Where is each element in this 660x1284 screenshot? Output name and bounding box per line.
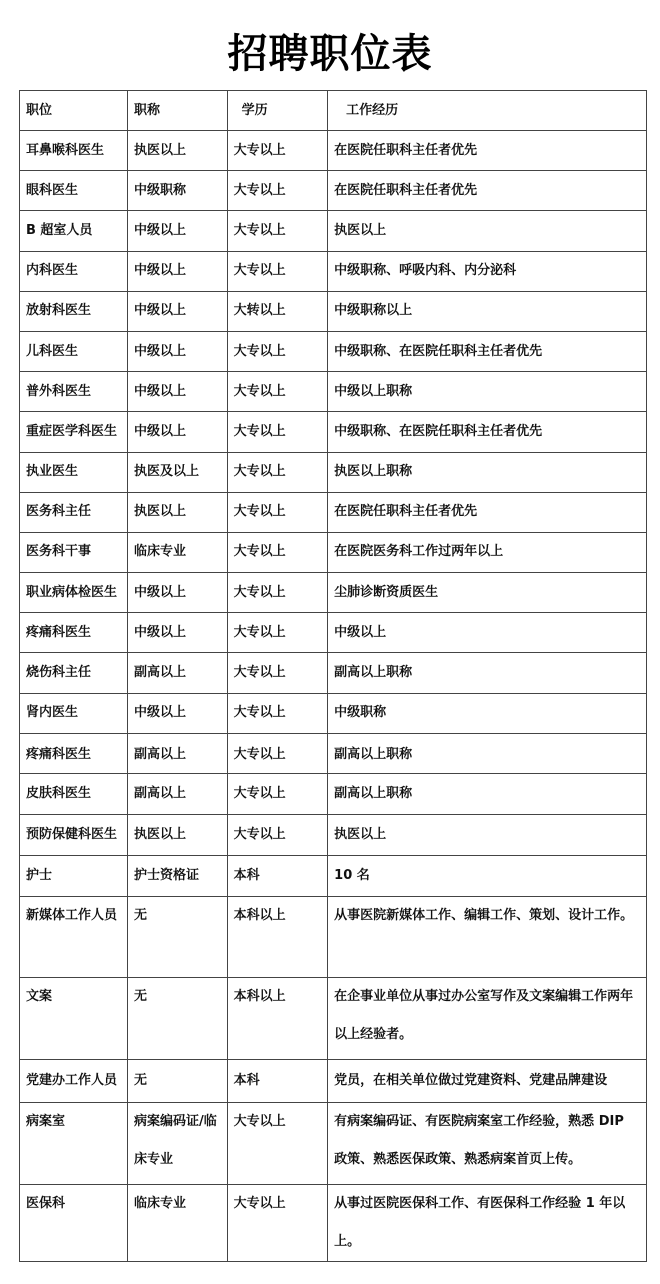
cell-title: 中级职称 (128, 171, 228, 211)
cell-title: 执医以上 (128, 815, 228, 856)
cell-experience: 副高以上职称 (328, 774, 647, 815)
cell-education: 大专以上 (227, 733, 328, 775)
cell-experience: 中级职称、在医院任职科主任者优先 (328, 412, 647, 452)
cell-experience: 中级以上 (328, 613, 647, 653)
cell-education: 大专以上 (227, 613, 328, 653)
cell-position: 烧伤科主任 (20, 653, 128, 693)
table-row (20, 733, 647, 775)
cell-title: 中级以上 (128, 251, 228, 291)
table-row (20, 171, 647, 211)
cell-title: 无 (128, 978, 228, 1060)
cell-position: 内科医生 (20, 251, 128, 291)
cell-experience: 中级职称、呼吸内科、内分泌科 (328, 251, 647, 291)
cell-position: 新媒体工作人员 (20, 897, 128, 978)
cell-experience: 从事过医院医保科工作、有医保科工作经验 1 年以上。 (328, 1185, 647, 1262)
table-row (20, 897, 647, 978)
table-header-row (20, 91, 647, 131)
cell-title: 副高以上 (128, 733, 228, 775)
page-title: 招聘职位表 (227, 31, 433, 77)
cell-position: 职业病体检医生 (20, 573, 128, 613)
table-row (20, 815, 647, 856)
cell-position: 普外科医生 (20, 372, 128, 412)
table-row (20, 532, 647, 572)
cell-title: 中级以上 (128, 573, 228, 613)
table-row (20, 412, 647, 452)
cell-experience: 尘肺诊断资质医生 (328, 573, 647, 613)
cell-title: 病案编码证/临床专业 (128, 1103, 228, 1185)
cell-education: 大专以上 (227, 693, 328, 733)
table-row (20, 1185, 647, 1262)
table-row (20, 452, 647, 492)
cell-title: 护士资格证 (128, 856, 228, 897)
table-row (20, 693, 647, 733)
table-row (20, 653, 647, 693)
cell-title: 中级以上 (128, 211, 228, 251)
table-row (20, 856, 647, 897)
cell-education: 大专以上 (227, 251, 328, 291)
cell-experience: 10 名 (328, 856, 647, 897)
cell-title: 中级以上 (128, 291, 228, 331)
cell-education: 大专以上 (227, 532, 328, 572)
table-row (20, 978, 647, 1060)
cell-position: 执业医生 (20, 452, 128, 492)
cell-experience: 执医以上 (328, 211, 647, 251)
job-table-part2 (19, 773, 647, 1262)
cell-title: 临床专业 (128, 1185, 228, 1262)
cell-position: 皮肤科医生 (20, 774, 128, 815)
cell-position: 预防保健科医生 (20, 815, 128, 856)
cell-title: 执医以上 (128, 131, 228, 171)
cell-education: 大专以上 (227, 1103, 328, 1185)
header-position: 职位 (20, 91, 128, 131)
cell-position: 病案室 (20, 1103, 128, 1185)
cell-education: 大专以上 (227, 573, 328, 613)
cell-experience: 副高以上职称 (328, 733, 647, 775)
cell-position: 耳鼻喉科医生 (20, 131, 128, 171)
table-row (20, 573, 647, 613)
cell-position: 党建办工作人员 (20, 1060, 128, 1103)
cell-position: 护士 (20, 856, 128, 897)
cell-education: 本科以上 (227, 978, 328, 1060)
cell-experience: 在企事业单位从事过办公室写作及文案编辑工作两年以上经验者。 (328, 978, 647, 1060)
header-education: 学历 (227, 91, 328, 131)
cell-position: 疼痛科医生 (20, 733, 128, 775)
cell-experience: 中级职称、在医院任职科主任者优先 (328, 331, 647, 371)
cell-title: 执医及以上 (128, 452, 228, 492)
table-row (20, 291, 647, 331)
header-experience: 工作经历 (328, 91, 647, 131)
cell-education: 大专以上 (227, 774, 328, 815)
cell-title: 副高以上 (128, 653, 228, 693)
table-row (20, 251, 647, 291)
cell-education: 大专以上 (227, 815, 328, 856)
header-title: 职称 (128, 91, 228, 131)
cell-experience: 党员，在相关单位做过党建资料、党建品牌建设 (328, 1060, 647, 1103)
cell-education: 大专以上 (227, 331, 328, 371)
table-row (20, 613, 647, 653)
cell-position: 眼科医生 (20, 171, 128, 211)
cell-title: 中级以上 (128, 613, 228, 653)
cell-experience: 在医院任职科主任者优先 (328, 171, 647, 211)
cell-position: 儿科医生 (20, 331, 128, 371)
cell-experience: 中级以上职称 (328, 372, 647, 412)
cell-education: 本科 (227, 856, 328, 897)
cell-education: 大专以上 (227, 412, 328, 452)
table-row (20, 211, 647, 251)
table-row (20, 372, 647, 412)
cell-experience: 从事医院新媒体工作、编辑工作、策划、设计工作。 (328, 897, 647, 978)
cell-education: 大专以上 (227, 653, 328, 693)
cell-experience: 在医院医务科工作过两年以上 (328, 532, 647, 572)
cell-experience: 副高以上职称 (328, 653, 647, 693)
cell-position: 放射科医生 (20, 291, 128, 331)
job-table-part1 (19, 90, 647, 775)
cell-education: 大专以上 (227, 372, 328, 412)
cell-education: 大专以上 (227, 452, 328, 492)
cell-education: 大专以上 (227, 1185, 328, 1262)
cell-position: B 超室人员 (20, 211, 128, 251)
cell-education: 本科以上 (227, 897, 328, 978)
cell-experience: 在医院任职科主任者优先 (328, 131, 647, 171)
cell-title: 无 (128, 897, 228, 978)
table-row (20, 774, 647, 815)
cell-position: 医保科 (20, 1185, 128, 1262)
cell-title: 中级以上 (128, 372, 228, 412)
table-row (20, 131, 647, 171)
cell-title: 中级以上 (128, 331, 228, 371)
cell-title: 执医以上 (128, 492, 228, 532)
cell-education: 本科 (227, 1060, 328, 1103)
cell-education: 大转以上 (227, 291, 328, 331)
cell-title: 中级以上 (128, 412, 228, 452)
cell-education: 大专以上 (227, 131, 328, 171)
cell-education: 大专以上 (227, 171, 328, 211)
cell-position: 肾内医生 (20, 693, 128, 733)
table-row (20, 1060, 647, 1103)
table-row (20, 1103, 647, 1185)
cell-position: 重症医学科医生 (20, 412, 128, 452)
cell-experience: 中级职称以上 (328, 291, 647, 331)
cell-experience: 执医以上 (328, 815, 647, 856)
cell-experience: 在医院任职科主任者优先 (328, 492, 647, 532)
cell-title: 无 (128, 1060, 228, 1103)
table-row (20, 492, 647, 532)
cell-title: 中级以上 (128, 693, 228, 733)
cell-experience: 中级职称 (328, 693, 647, 733)
table-row (20, 331, 647, 371)
cell-experience: 有病案编码证、有医院病案室工作经验，熟悉 DIP 政策、熟悉医保政策、熟悉病案首页上传。 (328, 1103, 647, 1185)
cell-title: 副高以上 (128, 774, 228, 815)
cell-experience: 执医以上职称 (328, 452, 647, 492)
cell-position: 医务科干事 (20, 532, 128, 572)
cell-position: 医务科主任 (20, 492, 128, 532)
cell-education: 大专以上 (227, 211, 328, 251)
cell-education: 大专以上 (227, 492, 328, 532)
cell-title: 临床专业 (128, 532, 228, 572)
cell-position: 疼痛科医生 (20, 613, 128, 653)
cell-position: 文案 (20, 978, 128, 1060)
